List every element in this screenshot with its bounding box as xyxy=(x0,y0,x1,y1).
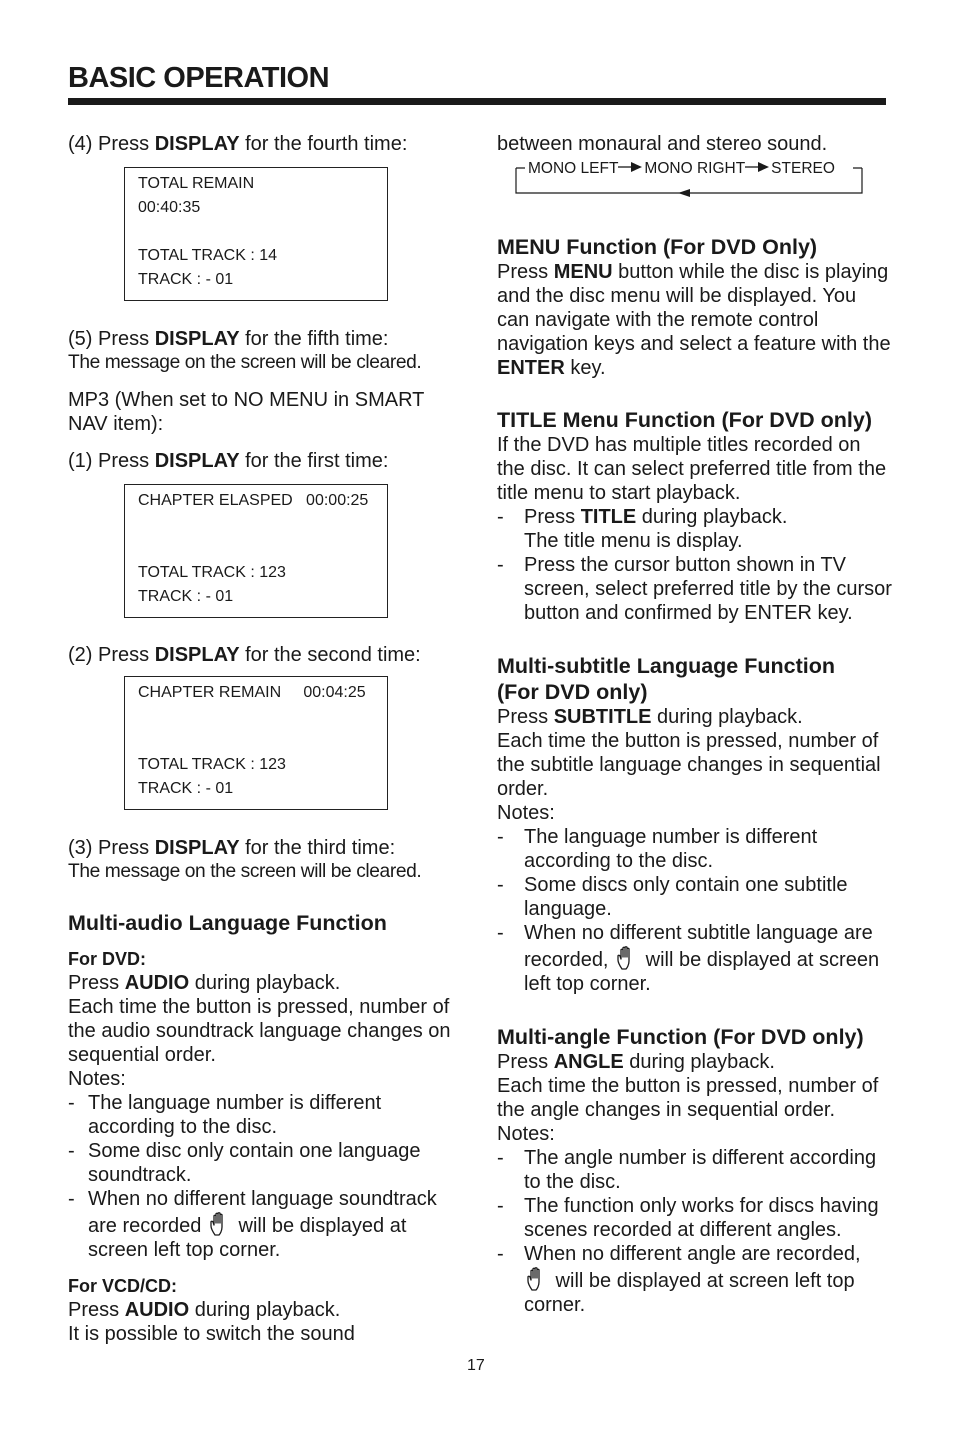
display-box-chapter-remain xyxy=(124,676,388,810)
list-item: - When no different language soundtrack are recorded will be displayed at screen left top corner. xyxy=(68,1187,463,1262)
right-column xyxy=(497,132,892,1317)
audio-notes-label: Notes: xyxy=(68,1068,126,1090)
hand-icon xyxy=(615,945,639,971)
subtitle-desc: Each time the button is pressed, number of the subtitle language changes in sequential order. xyxy=(497,730,881,800)
audio-notes-list xyxy=(68,1091,463,1262)
step-5-note: The message on the screen will be cleared. xyxy=(68,352,422,373)
step-3-note: The message on the screen will be cleared. xyxy=(68,861,422,882)
display-line: TOTAL TRACK : 123 xyxy=(138,756,286,773)
audio-press: Press AUDIO during playback. xyxy=(68,972,341,994)
arrow-right-icon xyxy=(618,162,644,172)
display-box-total-remain xyxy=(124,167,388,301)
list-item: - Press the cursor button shown in TV screen, select preferred title by the cursor button and confirmed by ENTER key. xyxy=(497,553,892,625)
step-2-instruction: (2) Press DISPLAY for the second time: xyxy=(68,644,421,666)
subtitle-heading: Multi-subtitle Language Function (For DVD only) xyxy=(497,654,835,704)
for-vcd-heading: For VCD/CD: xyxy=(68,1276,177,1296)
step-1-instruction: (1) Press DISPLAY for the first time: xyxy=(68,450,389,472)
list-item: - Press TITLE during playback. The title menu is display. xyxy=(497,505,892,553)
arrow-right-icon xyxy=(745,162,771,172)
title-menu-desc: If the DVD has multiple titles recorded on the disc. It can select preferred title from the title menu to start playback. xyxy=(497,434,887,504)
left-column xyxy=(68,132,463,1346)
mode-stereo: STEREO xyxy=(771,160,835,177)
title-menu-heading: TITLE Menu Function (For DVD only) xyxy=(497,408,873,432)
display-line: TOTAL REMAIN xyxy=(138,175,255,192)
step-5-instruction: (5) Press DISPLAY for the fifth time: xyxy=(68,328,389,350)
subtitle-notes-list xyxy=(497,825,892,996)
title-rule xyxy=(68,98,886,105)
page-title: BASIC OPERATION xyxy=(68,62,330,94)
list-item: - When no different angle are recorded, will be displayed at screen left top corner. xyxy=(497,1242,892,1317)
angle-desc: Each time the button is pressed, number of the angle changes in sequential order. xyxy=(497,1075,879,1121)
list-item: - The language number is different according to the disc. xyxy=(497,825,892,873)
list-item: - When no different subtitle language are recorded, will be displayed at screen left top corner. xyxy=(497,921,892,996)
step-3-instruction: (3) Press DISPLAY for the third time: xyxy=(68,837,396,859)
list-item: - The function only works for discs having scenes recorded at different angles. xyxy=(497,1194,892,1242)
mode-labels xyxy=(525,160,838,178)
angle-heading: Multi-angle Function (For DVD only) xyxy=(497,1025,864,1049)
subtitle-notes-label: Notes: xyxy=(497,802,555,824)
for-dvd-heading: For DVD: xyxy=(68,949,146,969)
display-line: 00:40:35 xyxy=(138,199,201,216)
audio-heading: Multi-audio Language Function xyxy=(68,911,387,935)
list-item: - The language number is different according to the disc. xyxy=(68,1091,463,1139)
display-line: TOTAL TRACK : 14 xyxy=(138,247,278,264)
display-box-chapter-elapsed xyxy=(124,484,388,618)
angle-notes-label: Notes: xyxy=(497,1123,555,1145)
subtitle-press: Press SUBTITLE during playback. xyxy=(497,706,803,728)
list-item: - The angle number is different according to the disc. xyxy=(497,1146,892,1194)
display-line: CHAPTER REMAIN 00:04:25 xyxy=(138,684,366,701)
menu-heading: MENU Function (For DVD Only) xyxy=(497,235,818,259)
display-line: TRACK : - 01 xyxy=(138,780,234,797)
mode-mono-right: MONO RIGHT xyxy=(644,160,746,177)
angle-press: Press ANGLE during playback. xyxy=(497,1051,775,1073)
list-item: - Some discs only contain one subtitle language. xyxy=(497,873,892,921)
title-menu-list xyxy=(497,505,892,625)
list-item: - Some disc only contain one language soundtrack. xyxy=(68,1139,463,1187)
sound-continuation: between monaural and stereo sound. xyxy=(497,133,828,155)
display-line: TRACK : - 01 xyxy=(138,588,234,605)
display-line: TRACK : - 01 xyxy=(138,271,234,288)
display-line: CHAPTER ELASPED 00:00:25 xyxy=(138,492,369,509)
page-number: 17 xyxy=(467,1357,485,1374)
mode-mono-left: MONO LEFT xyxy=(528,160,619,177)
vcd-desc: It is possible to switch the sound xyxy=(68,1323,355,1345)
hand-icon xyxy=(525,1266,549,1292)
vcd-press: Press AUDIO during playback. xyxy=(68,1299,341,1321)
mp3-intro: MP3 (When set to NO MENU in SMART NAV item): xyxy=(68,389,425,435)
audio-desc: Each time the button is pressed, number of the audio soundtrack language changes on sequential order. xyxy=(68,996,451,1066)
step-4-instruction: (4) Press DISPLAY for the fourth time: xyxy=(68,133,408,155)
menu-desc: Press MENU button while the disc is playing and the disc menu will be displayed. You can navigate with the remote control navigation keys and select a feature with the ENTER key. xyxy=(497,261,891,379)
angle-notes-list xyxy=(497,1146,892,1317)
display-line: TOTAL TRACK : 123 xyxy=(138,564,286,581)
audio-mode-cycle-diagram xyxy=(515,160,869,200)
hand-icon xyxy=(208,1211,232,1237)
